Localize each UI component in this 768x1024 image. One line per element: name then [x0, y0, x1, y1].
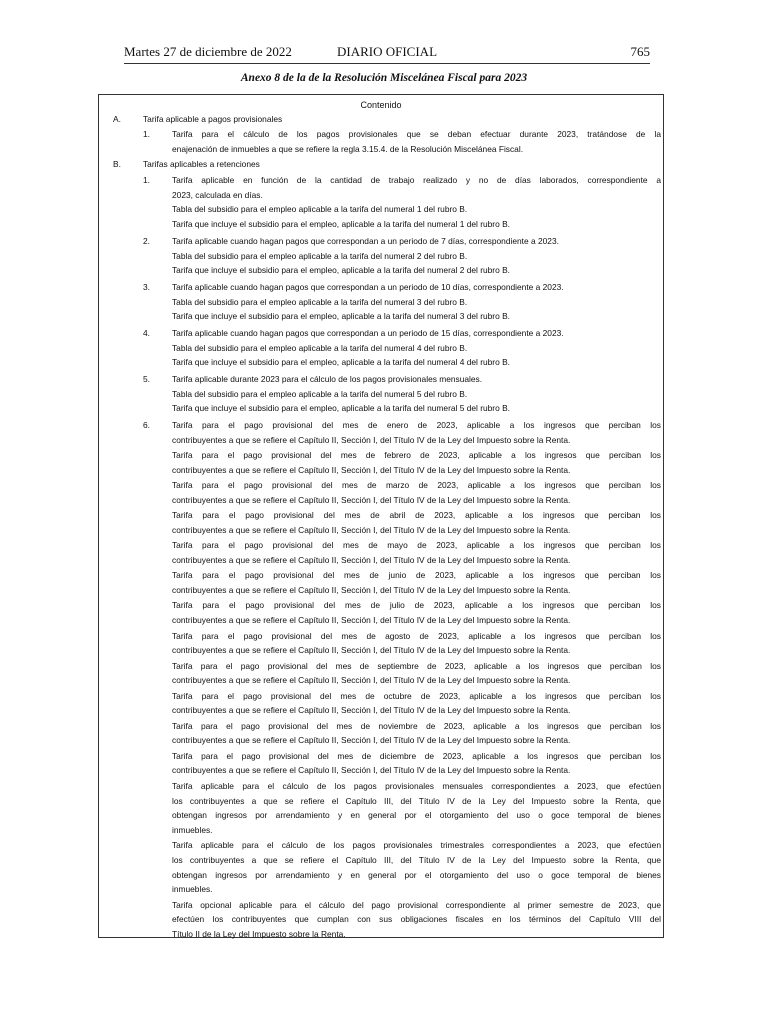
text-line: contribuyentes a que se refiere el Capítulo II, Sección I, del Título IV de la Ley del Impuesto sobre la Renta.: [172, 735, 571, 746]
document-title: Anexo 8 de la de la Resolución Miscelánea Fiscal para 2023: [240, 72, 528, 84]
text-line: Tarifa para el cálculo de los pagos provisionales que se deban efectuar durante 2023, tratándose de la: [172, 129, 661, 139]
section-title: Tarifas aplicables a retenciones: [143, 159, 260, 169]
text-line: efectúen los contribuyentes que cumplan con sus obligaciones fiscales en los términos del Capítulo VIII del: [172, 914, 661, 925]
text-line: Tabla del subsidio para el empleo aplicable a la tarifa del numeral 2 del rubro B.: [172, 250, 468, 261]
text-line: Tarifa para el pago provisional del mes de febrero de 2023, aplicable a los ingresos que perciban los: [172, 450, 661, 461]
item-number: 1.: [143, 175, 150, 185]
page-header: [124, 44, 650, 64]
item-number: 4.: [143, 328, 150, 338]
text-line: contribuyentes a que se refiere el Capítulo II, Sección I, del Título IV de la Ley del Impuesto sobre la Renta.: [172, 645, 571, 656]
text-line: Tarifa para el pago provisional del mes de enero de 2023, aplicable a los ingresos que perciban los: [172, 420, 661, 430]
text-line: contribuyentes a que se refiere el Capítulo II, Sección I, del Título IV de la Ley del Impuesto sobre la Renta.: [172, 524, 571, 535]
text-line: Tarifa que incluye el subsidio para el empleo, aplicable a la tarifa del numeral 3 del rubro B.: [172, 311, 510, 322]
text-line: Tarifa que incluye el subsidio para el empleo, aplicable a la tarifa del numeral 2 del rubro B.: [172, 265, 510, 276]
text-line: los contribuyentes a que se refiere el Capítulo III, del Título IV de la Ley del Impuesto sobre la Renta, que: [172, 795, 661, 806]
text-line: Tabla del subsidio para el empleo aplicable a la tarifa del numeral 1 del rubro B.: [172, 204, 468, 215]
contenido-heading: Contenido: [360, 100, 402, 110]
text-line: Tarifa para el pago provisional del mes de diciembre de 2023, aplicable a los ingresos que perciban los: [172, 750, 661, 761]
text-line: Tarifa aplicable para el cálculo de los pagos provisionales trimestrales correspondientes a 2023, que efectúen: [172, 840, 661, 851]
item-text: [172, 418, 661, 942]
section-title: Tarifa aplicable a pagos provisionales: [143, 114, 283, 124]
section-letter: A.: [113, 114, 121, 124]
text-line: Tarifa para el pago provisional del mes de agosto de 2023, aplicable a los ingresos que perciban los: [172, 630, 661, 641]
text-line: Tarifa opcional aplicable para el cálculo del pago provisional correspondiente al primer semestre de 2023, que: [172, 899, 661, 910]
text-line: Tarifa aplicable para el cálculo de los pagos provisionales mensuales correspondientes a 2023, que efectúen: [172, 781, 661, 792]
text-line: Tarifa aplicable cuando hagan pagos que correspondan a un periodo de 15 días, correspondiente a 2023.: [172, 328, 564, 338]
text-line: inmuebles.: [172, 824, 213, 835]
text-line: Título II de la Ley del Impuesto sobre la Renta.: [172, 928, 346, 939]
text-line: enajenación de inmuebles a que se refiere la regla 3.15.4. de la Resolución Miscelánea Fiscal.: [172, 143, 524, 154]
item-text: [172, 127, 661, 156]
text-line: Tabla del subsidio para el empleo aplicable a la tarifa del numeral 4 del rubro B.: [172, 342, 468, 353]
text-line: contribuyentes a que se refiere el Capítulo II, Sección I, del Título IV de la Ley del Impuesto sobre la Renta.: [172, 675, 571, 686]
text-line: contribuyentes a que se refiere el Capítulo II, Sección I, del Título IV de la Ley del Impuesto sobre la Renta.: [172, 494, 571, 505]
text-line: contribuyentes a que se refiere el Capítulo II, Sección I, del Título IV de la Ley del Impuesto sobre la Renta.: [172, 434, 571, 445]
item-number: 6.: [143, 420, 150, 430]
text-line: inmuebles.: [172, 884, 213, 895]
item-number: 5.: [143, 374, 150, 384]
item-text: [172, 280, 661, 324]
text-line: 2023, calculada en días.: [172, 189, 263, 200]
item-number: 1.: [143, 129, 150, 139]
text-line: los contribuyentes a que se refiere el Capítulo III, del Título IV de la Ley del Impuesto sobre la Renta, que: [172, 855, 661, 866]
text-line: contribuyentes a que se refiere el Capítulo II, Sección I, del Título IV de la Ley del Impuesto sobre la Renta.: [172, 615, 571, 626]
text-line: Tarifa para el pago provisional del mes de noviembre de 2023, aplicable a los ingresos que perciban los: [172, 720, 661, 731]
header-journal: DIARIO OFICIAL: [336, 44, 438, 59]
text-line: Tabla del subsidio para el empleo aplicable a la tarifa del numeral 5 del rubro B.: [172, 388, 468, 399]
text-line: Tarifa aplicable durante 2023 para el cálculo de los pagos provisionales mensuales.: [172, 374, 483, 384]
text-line: Tarifa que incluye el subsidio para el empleo, aplicable a la tarifa del numeral 4 del rubro B.: [172, 357, 510, 368]
content-table: [98, 94, 664, 938]
text-line: obtengan ingresos por arrendamiento y en general por el otorgamiento del uso o goce temporal de bienes: [172, 810, 661, 821]
text-line: Tarifa para el pago provisional del mes de abril de 2023, aplicable a los ingresos que perciban los: [172, 510, 661, 521]
item-number: 2.: [143, 236, 150, 246]
text-line: Tarifa aplicable en función de la cantidad de trabajo realizado y no de días laborados, correspondiente a: [172, 175, 661, 185]
item-text: [172, 326, 661, 370]
text-line: contribuyentes a que se refiere el Capítulo II, Sección I, del Título IV de la Ley del Impuesto sobre la Renta.: [172, 765, 571, 776]
header-page-number: 765: [630, 44, 650, 59]
text-line: Tarifa para el pago provisional del mes de julio de 2023, aplicable a los ingresos que perciban los: [172, 600, 661, 611]
text-line: Tarifa para el pago provisional del mes de septiembre de 2023, aplicable a los ingresos que perciban los: [172, 660, 661, 671]
text-line: obtengan ingresos por arrendamiento y en general por el otorgamiento del uso o goce temporal de bienes: [172, 869, 661, 880]
text-line: contribuyentes a que se refiere el Capítulo II, Sección I, del Título IV de la Ley del Impuesto sobre la Renta.: [172, 554, 571, 565]
item-text: [172, 173, 661, 231]
item-text: [172, 372, 661, 416]
section-letter: B.: [113, 159, 121, 169]
item-number: 3.: [143, 282, 150, 292]
text-line: Tabla del subsidio para el empleo aplicable a la tarifa del numeral 3 del rubro B.: [172, 296, 468, 307]
text-line: Tarifa que incluye el subsidio para el empleo, aplicable a la tarifa del numeral 5 del rubro B.: [172, 403, 510, 414]
header-date: Martes 27 de diciembre de 2022: [124, 44, 292, 59]
text-line: contribuyentes a que se refiere el Capítulo II, Sección I, del Título IV de la Ley del Impuesto sobre la Renta.: [172, 584, 571, 595]
item-text: [172, 234, 661, 278]
text-line: Tarifa para el pago provisional del mes de octubre de 2023, aplicable a los ingresos que perciban los: [172, 690, 661, 701]
text-line: Tarifa aplicable cuando hagan pagos que correspondan a un periodo de 7 días, correspondiente a 2023.: [172, 236, 559, 246]
text-line: Tarifa para el pago provisional del mes de marzo de 2023, aplicable a los ingresos que perciban los: [172, 480, 661, 491]
text-line: Tarifa que incluye el subsidio para el empleo, aplicable a la tarifa del numeral 1 del rubro B.: [172, 218, 510, 229]
text-line: contribuyentes a que se refiere el Capítulo II, Sección I, del Título IV de la Ley del Impuesto sobre la Renta.: [172, 705, 571, 716]
text-line: Tarifa para el pago provisional del mes de mayo de 2023, aplicable a los ingresos que perciban los: [172, 540, 661, 551]
text-line: Tarifa para el pago provisional del mes de junio de 2023, aplicable a los ingresos que perciban los: [172, 570, 661, 581]
text-line: Tarifa aplicable cuando hagan pagos que correspondan a un periodo de 10 días, correspondiente a 2023.: [172, 282, 564, 292]
text-line: contribuyentes a que se refiere el Capítulo II, Sección I, del Título IV de la Ley del Impuesto sobre la Renta.: [172, 464, 571, 475]
